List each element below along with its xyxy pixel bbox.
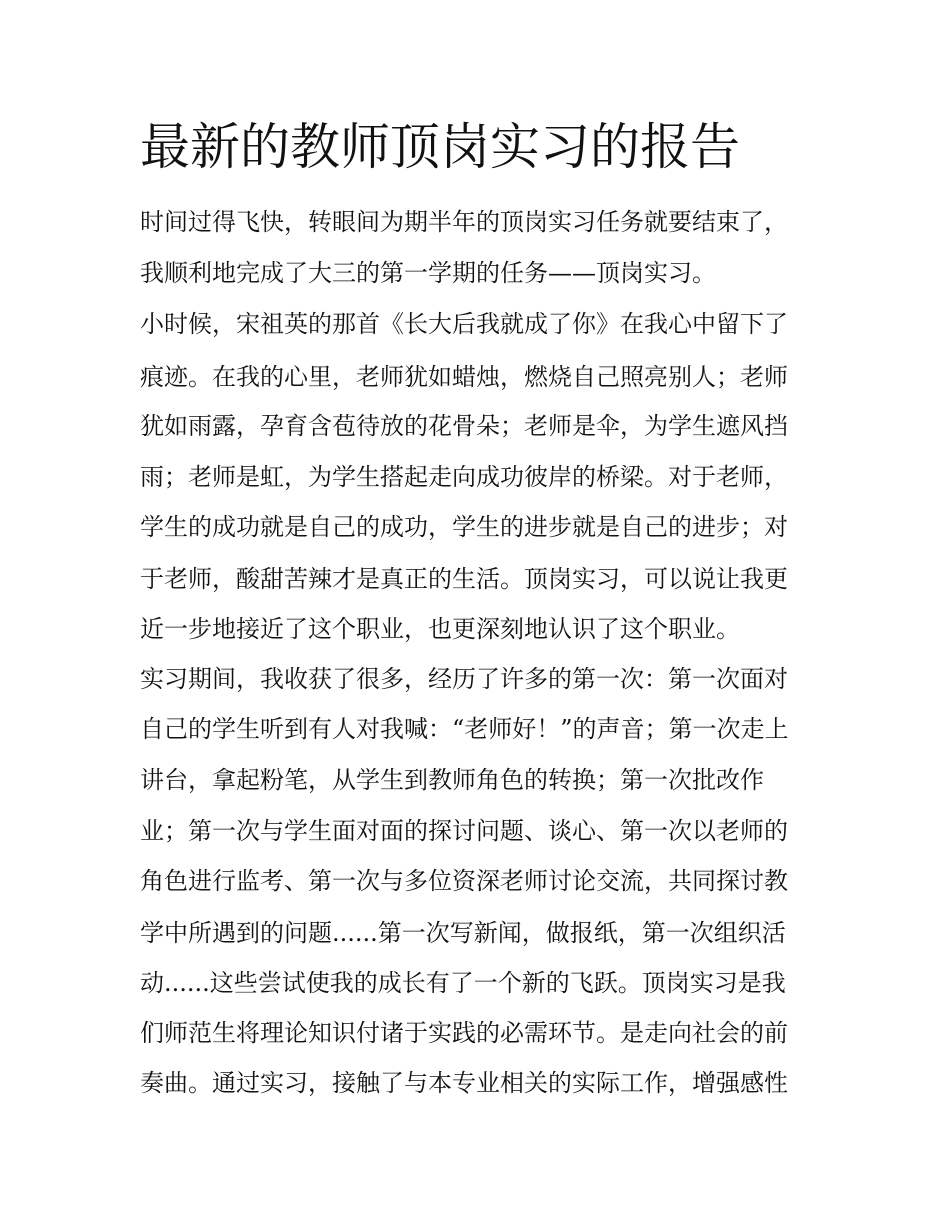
body-line: 于老师，酸甜苦辣才是真正的生活。顶岗实习，可以说让我更 — [140, 565, 788, 593]
body-line: 学生的成功就是自己的成功，学生的进步就是自己的进步；对 — [140, 513, 788, 541]
body-line: 我顺利地完成了大三的第一学期的任务——顶岗实习。 — [140, 259, 716, 287]
body-line: 角色进行监考、第一次与多位资深老师讨论交流，共同探讨教 — [140, 867, 788, 895]
body-line: 雨；老师是虹，为学生搭起走向成功彼岸的桥梁。对于老师， — [140, 463, 788, 491]
document-title: 最新的教师顶岗实习的报告 — [140, 118, 740, 176]
body-line: 实习期间，我收获了很多，经历了许多的第一次：第一次面对 — [140, 665, 788, 693]
body-line: 动......这些尝试使我的成长有了一个新的飞跃。顶岗实习是我 — [140, 969, 786, 997]
body-line: 自己的学生听到有人对我喊：“老师好！”的声音；第一次走上 — [140, 715, 789, 743]
body-line: 奏曲。通过实习，接触了与本专业相关的实际工作，增强感性 — [140, 1069, 788, 1097]
body-line: 近一步地接近了这个职业，也更深刻地认识了这个职业。 — [140, 615, 740, 643]
body-line: 时间过得飞快，转眼间为期半年的顶岗实习任务就要结束了， — [140, 208, 788, 236]
body-line: 痕迹。在我的心里，老师犹如蜡烛，燃烧自己照亮别人；老师 — [140, 363, 788, 391]
body-line: 小时候，宋祖英的那首《长大后我就成了你》在我心中留下了 — [140, 310, 788, 338]
body-line: 业；第一次与学生面对面的探讨问题、谈心、第一次以老师的 — [140, 817, 788, 845]
body-line: 讲台，拿起粉笔，从学生到教师角色的转换；第一次批改作 — [140, 766, 764, 794]
body-line: 犹如雨露，孕育含苞待放的花骨朵；老师是伞，为学生遮风挡 — [140, 412, 788, 440]
body-line: 们师范生将理论知识付诸于实践的必需环节。是走向社会的前 — [140, 1019, 788, 1047]
body-line: 学中所遇到的问题......第一次写新闻，做报纸，第一次组织活 — [140, 919, 786, 947]
